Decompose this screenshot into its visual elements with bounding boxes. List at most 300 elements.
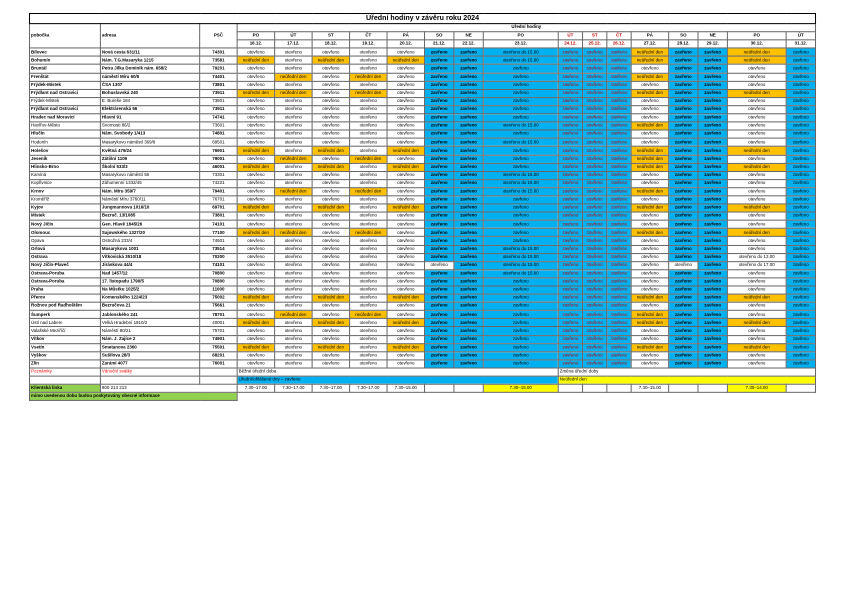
client-line-hours: 7.30–17.00 (312, 384, 349, 392)
branch-zip: 74221 (200, 179, 237, 187)
branch-name: Valašské Meziříčí (30, 327, 101, 335)
status-cell: zavřeno (483, 89, 558, 97)
legend-row (30, 368, 816, 376)
status-cell: zavřeno (454, 122, 483, 130)
status-cell: zavřeno (558, 56, 582, 64)
status-cell: zavřeno (698, 278, 727, 286)
status-cell: zavřeno (583, 261, 607, 269)
branch-name: Hlinsko-Brno (30, 163, 101, 171)
status-cell: zavřeno (454, 311, 483, 319)
header-row (30, 24, 816, 32)
day-of-week: SO (425, 32, 454, 40)
legend-empty (100, 376, 199, 384)
branch-address: Záhumenní 1332/45 (100, 179, 199, 187)
status-cell: zavřeno (425, 122, 454, 130)
status-cell: otevřeno (275, 245, 312, 253)
branch-zip: 74741 (200, 114, 237, 122)
table-row (30, 319, 816, 327)
table-row (30, 212, 816, 220)
status-cell: zavřeno (583, 89, 607, 97)
header-group: Úřední hodiny (237, 24, 815, 32)
status-cell: zavřeno (558, 179, 582, 187)
branch-address: Nám. J. Zajíce 2 (100, 335, 199, 343)
status-cell: zavřeno (425, 319, 454, 327)
status-cell: zavřeno (786, 130, 815, 138)
branch-name: Zlín (30, 360, 101, 368)
status-cell: zavřeno (607, 212, 631, 220)
status-cell: neúřední den (727, 229, 786, 237)
status-cell: otevřeno (312, 81, 349, 89)
status-cell: otevřeno (350, 171, 387, 179)
branch-address: Jiráskova 44/4 (100, 261, 199, 269)
status-cell: zavřeno (607, 253, 631, 261)
status-cell: otevřeno (387, 261, 424, 269)
status-cell: zavřeno (425, 220, 454, 228)
status-cell: zavřeno (698, 179, 727, 187)
status-cell: zavřeno (425, 81, 454, 89)
status-cell: zavřeno (669, 302, 698, 310)
status-cell: zavřeno (483, 335, 558, 343)
status-cell: zavřeno (558, 81, 582, 89)
status-cell: zavřeno (483, 97, 558, 105)
branch-zip: 75501 (200, 343, 237, 351)
client-line-hours (786, 384, 815, 392)
status-cell: otevřeno (631, 360, 668, 368)
status-cell: zavřeno (454, 196, 483, 204)
status-cell: zavřeno (607, 171, 631, 179)
table-row (30, 122, 816, 130)
status-cell: otevřeno (237, 97, 274, 105)
status-cell: zavřeno (483, 147, 558, 155)
status-cell: zavřeno (786, 106, 815, 114)
branch-zip: 73911 (200, 106, 237, 114)
status-cell: zavřeno (483, 204, 558, 212)
table-row (30, 229, 816, 237)
branch-name: Ostrava-Poruba (30, 278, 101, 286)
status-cell: otevřeno (312, 196, 349, 204)
table-row (30, 138, 816, 146)
status-cell: otevřeno (350, 179, 387, 187)
status-cell: otevřeno (312, 179, 349, 187)
status-cell: otevřeno (312, 220, 349, 228)
status-cell: otevřeno (631, 237, 668, 245)
status-cell: otevřeno (727, 138, 786, 146)
status-cell: zavřeno (698, 311, 727, 319)
status-cell: otevřeno (312, 130, 349, 138)
branch-zip: 69701 (200, 204, 237, 212)
status-cell: neúřední den (631, 163, 668, 171)
status-cell: zavřeno (698, 138, 727, 146)
status-cell: zavřeno (583, 253, 607, 261)
branch-address: Velká Hradební 1910/2 (100, 319, 199, 327)
status-cell: zavřeno (669, 89, 698, 97)
status-cell: otevřeno (631, 286, 668, 294)
branch-address: ČSA 1307 (100, 81, 199, 89)
status-cell: otevřeno (350, 114, 387, 122)
status-cell: neúřední den (631, 48, 668, 56)
status-cell: zavřeno (558, 229, 582, 237)
branch-address: Petra Jilka Dominik nám. 658/2 (100, 65, 199, 73)
status-cell: zavřeno (483, 343, 558, 351)
branch-zip: 73801 (200, 212, 237, 220)
day-date: 16.12. (237, 40, 274, 48)
status-cell: otevřeno (350, 253, 387, 261)
table-row (30, 179, 816, 187)
status-cell: zavřeno (669, 286, 698, 294)
table-row (30, 335, 816, 343)
day-of-week: PO (237, 32, 274, 40)
status-cell: otevřeno (237, 106, 274, 114)
status-cell: zavřeno (669, 114, 698, 122)
status-cell: zavřeno (454, 155, 483, 163)
status-cell: zavřeno (669, 245, 698, 253)
status-cell: zavřeno (483, 220, 558, 228)
branch-name: Vítkov (30, 335, 101, 343)
status-cell: zavřeno (425, 163, 454, 171)
branch-address: Masarykovo náměstí 56 (100, 171, 199, 179)
status-cell: zavřeno (558, 97, 582, 105)
status-cell: zavřeno (483, 196, 558, 204)
status-cell: otevřeno (312, 360, 349, 368)
status-cell: neúřední den (631, 229, 668, 237)
table-row (30, 171, 816, 179)
status-cell: zavřeno (583, 311, 607, 319)
status-cell: otevřeno (631, 270, 668, 278)
status-cell: zavřeno (583, 114, 607, 122)
branch-address: Gen. Hlavě 1845/26 (100, 220, 199, 228)
status-cell: otevřeno (631, 179, 668, 187)
status-cell: zavřeno (607, 73, 631, 81)
status-cell: zavřeno (425, 106, 454, 114)
status-cell: zavřeno (425, 253, 454, 261)
status-cell: otevřeno (387, 352, 424, 360)
client-line-hours: 7.30–17.00 (237, 384, 274, 392)
status-cell: otevřeno (631, 220, 668, 228)
branch-address: Jablonského 241 (100, 311, 199, 319)
status-cell: neúřední den (237, 204, 274, 212)
status-cell: otevřeno (312, 97, 349, 105)
status-cell: zavřeno (558, 220, 582, 228)
status-cell: neúřední den (237, 343, 274, 351)
branch-address: Nová cesta 631/11 (100, 48, 199, 56)
status-cell: otevřeno (312, 278, 349, 286)
status-cell: zavřeno (698, 286, 727, 294)
status-cell: otevřeno (425, 261, 454, 269)
status-cell: otevřeno (275, 294, 312, 302)
branch-address: Nám. Míru 359/7 (100, 188, 199, 196)
status-cell: zavřeno (698, 65, 727, 73)
status-cell: otevřeno (275, 65, 312, 73)
status-cell: zavřeno (786, 278, 815, 286)
status-cell: zavřeno (558, 253, 582, 261)
status-cell: neúřední den (350, 311, 387, 319)
status-cell: neúřední den (631, 311, 668, 319)
status-cell: zavřeno (558, 311, 582, 319)
status-cell: zavřeno (607, 196, 631, 204)
status-cell: zavřeno (425, 73, 454, 81)
branch-name: Holešov (30, 147, 101, 155)
table-row (30, 294, 816, 302)
status-cell: zavřeno (607, 261, 631, 269)
branch-name: Karviná (30, 171, 101, 179)
day-date: 20.12. (387, 40, 424, 48)
status-cell: zavřeno (558, 343, 582, 351)
status-cell: otevřeno (237, 327, 274, 335)
status-cell: zavřeno (698, 302, 727, 310)
status-cell: zavřeno (483, 327, 558, 335)
status-cell: zavřeno (786, 171, 815, 179)
status-cell: zavřeno (558, 106, 582, 114)
day-date: 30.12. (727, 40, 786, 48)
branch-zip: 73514 (200, 245, 237, 253)
status-cell: zavřeno (607, 286, 631, 294)
status-cell: zavřeno (607, 278, 631, 286)
status-cell: otevřeno (350, 97, 387, 105)
status-cell: otevřeno (631, 65, 668, 73)
status-cell: otevřeno (727, 286, 786, 294)
status-cell: neúřední den (312, 56, 349, 64)
status-cell: zavřeno (483, 65, 558, 73)
branch-name: Ostrava (30, 253, 101, 261)
status-cell: zavřeno (607, 352, 631, 360)
status-cell: zavřeno (698, 114, 727, 122)
status-cell: zavřeno (558, 270, 582, 278)
client-line-hours (583, 384, 607, 392)
status-cell: neúřední den (350, 229, 387, 237)
status-cell: otevřeno do 15.00 (483, 138, 558, 146)
status-cell: zavřeno (607, 122, 631, 130)
status-cell: zavřeno (669, 171, 698, 179)
day-date: 24.12. (558, 40, 582, 48)
branch-name: Havířov-Město (30, 122, 101, 130)
status-cell: neúřední den (350, 89, 387, 97)
status-cell: otevřeno (350, 106, 387, 114)
status-cell: zavřeno (698, 220, 727, 228)
branch-name: Frýdlant nad Ostravicí (30, 89, 101, 97)
branch-zip: 74101 (200, 261, 237, 269)
legend-regular: Běžné úřední doba (237, 368, 558, 376)
legend-nonofficial: Neúřední den (558, 376, 815, 384)
status-cell: zavřeno (698, 56, 727, 64)
status-cell: otevřeno (631, 302, 668, 310)
status-cell: neúřední den (350, 73, 387, 81)
status-cell: otevřeno (727, 196, 786, 204)
status-cell: zavřeno (454, 48, 483, 56)
status-cell: zavřeno (454, 245, 483, 253)
status-cell: otevřeno (387, 286, 424, 294)
status-cell: otevřeno (350, 204, 387, 212)
status-cell: zavřeno (454, 114, 483, 122)
status-cell: otevřeno (312, 114, 349, 122)
status-cell: zavřeno (558, 196, 582, 204)
status-cell: otevřeno (312, 155, 349, 163)
status-cell: otevřeno (387, 106, 424, 114)
status-cell: zavřeno (607, 89, 631, 97)
status-cell: otevřeno (387, 311, 424, 319)
status-cell: neúřední den (727, 319, 786, 327)
status-cell: zavřeno (483, 114, 558, 122)
status-cell: zavřeno (583, 286, 607, 294)
status-cell: otevřeno (312, 352, 349, 360)
branch-zip: 74101 (200, 220, 237, 228)
status-cell: otevřeno do 15.00 (483, 122, 558, 130)
branch-name: Hradec nad Moravicí (30, 114, 101, 122)
status-cell: otevřeno (237, 155, 274, 163)
status-cell: zavřeno (698, 245, 727, 253)
footer-empty (237, 393, 815, 401)
status-cell: zavřeno (483, 106, 558, 114)
status-cell: zavřeno (558, 261, 582, 269)
status-cell: zavřeno (786, 147, 815, 155)
branch-name: Rožnov pod Radhoštěm (30, 302, 101, 310)
status-cell: otevřeno (631, 352, 668, 360)
status-cell: otevřeno (631, 253, 668, 261)
status-cell: zavřeno (607, 302, 631, 310)
status-cell: zavřeno (583, 245, 607, 253)
status-cell: zavřeno (698, 89, 727, 97)
status-cell: otevřeno do 15.00 (483, 48, 558, 56)
status-cell: zavřeno (669, 130, 698, 138)
status-cell: zavřeno (483, 352, 558, 360)
branch-zip: 76001 (200, 360, 237, 368)
branch-zip: 76701 (200, 196, 237, 204)
status-cell: otevřeno (275, 286, 312, 294)
client-line-hours (454, 384, 483, 392)
branch-name: Ostrava-Poruba (30, 270, 101, 278)
status-cell: otevřeno (237, 171, 274, 179)
status-cell: zavřeno (698, 335, 727, 343)
status-cell: zavřeno (454, 302, 483, 310)
status-cell: zavřeno (454, 253, 483, 261)
branch-zip: 79201 (200, 65, 237, 73)
status-cell: otevřeno do 15.00 (483, 188, 558, 196)
status-cell: otevřeno (237, 278, 274, 286)
branch-address: 17. listopadu 1790/5 (100, 278, 199, 286)
status-cell: otevřeno (727, 270, 786, 278)
status-cell: zavřeno (698, 204, 727, 212)
status-cell: neúřední den (275, 188, 312, 196)
status-cell: neúřední den (727, 163, 786, 171)
status-cell: otevřeno do 17.00 (727, 261, 786, 269)
status-cell: otevřeno (350, 245, 387, 253)
status-cell: otevřeno (350, 196, 387, 204)
status-cell: zavřeno (698, 48, 727, 56)
status-cell: zavřeno (425, 147, 454, 155)
status-cell: zavřeno (454, 319, 483, 327)
status-cell: zavřeno (786, 155, 815, 163)
status-cell: zavřeno (425, 89, 454, 97)
status-cell: otevřeno (631, 81, 668, 89)
status-cell: zavřeno (669, 155, 698, 163)
branch-address: Na Můstku 1025/2 (100, 286, 199, 294)
status-cell: neúřední den (387, 319, 424, 327)
status-cell: otevřeno (387, 335, 424, 343)
status-cell: otevřeno (275, 360, 312, 368)
branch-address: Sajowského 1327/20 (100, 229, 199, 237)
day-of-week: ST (583, 32, 607, 40)
status-cell: zavřeno (583, 48, 607, 56)
branch-name: Nový Jičín (30, 220, 101, 228)
branch-name: Bílovec (30, 48, 101, 56)
day-of-week: ÚT (275, 32, 312, 40)
status-cell: otevřeno (727, 122, 786, 130)
branch-address: Elektrárenská 56 (100, 106, 199, 114)
status-cell: otevřeno (350, 48, 387, 56)
status-cell: zavřeno (425, 360, 454, 368)
status-cell: neúřední den (237, 229, 274, 237)
day-of-week: PÁ (631, 32, 668, 40)
status-cell: neúřední den (275, 73, 312, 81)
status-cell: zavřeno (454, 343, 483, 351)
status-cell: otevřeno (237, 179, 274, 187)
status-cell: zavřeno (483, 81, 558, 89)
branch-name: Opava (30, 237, 101, 245)
status-cell: otevřeno (237, 237, 274, 245)
status-cell: otevřeno (631, 114, 668, 122)
status-cell: otevřeno (312, 311, 349, 319)
status-cell: zavřeno (425, 114, 454, 122)
branch-address: Masarykovo náměstí 369/8 (100, 138, 199, 146)
legend-changed: Změna úřední doby (558, 368, 815, 376)
status-cell: zavřeno (698, 294, 727, 302)
status-cell: zavřeno (454, 352, 483, 360)
status-cell: neúřední den (350, 155, 387, 163)
status-cell: zavřeno (669, 253, 698, 261)
status-cell: otevřeno (727, 106, 786, 114)
branch-zip: 73301 (200, 171, 237, 179)
status-cell: otevřeno (350, 278, 387, 286)
status-cell: otevřeno (275, 122, 312, 130)
status-cell: zavřeno (669, 106, 698, 114)
status-cell: zavřeno (558, 155, 582, 163)
status-cell: zavřeno (425, 343, 454, 351)
status-cell: otevřeno (312, 270, 349, 278)
branch-zip: 11000 (200, 286, 237, 294)
branch-address: náměstí Míru 60/5 (100, 73, 199, 81)
status-cell: neúřední den (631, 294, 668, 302)
status-cell: otevřeno (727, 278, 786, 286)
status-cell: neúřední den (312, 343, 349, 351)
status-cell: zavřeno (558, 204, 582, 212)
status-cell: zavřeno (607, 188, 631, 196)
status-cell: zavřeno (425, 237, 454, 245)
status-cell: zavřeno (786, 56, 815, 64)
status-cell: otevřeno (312, 106, 349, 114)
status-cell: zavřeno (669, 237, 698, 245)
status-cell: zavřeno (483, 311, 558, 319)
status-cell: zavřeno (698, 171, 727, 179)
status-cell: otevřeno do 15.00 (483, 253, 558, 261)
table-row (30, 261, 816, 269)
status-cell: zavřeno (483, 237, 558, 245)
status-cell: otevřeno (312, 73, 349, 81)
status-cell: neúřední den (312, 147, 349, 155)
status-cell: otevřeno (237, 114, 274, 122)
status-cell: zavřeno (483, 163, 558, 171)
status-cell: zavřeno (669, 327, 698, 335)
status-cell: otevřeno (237, 335, 274, 343)
table-row (30, 81, 816, 89)
status-cell: zavřeno (786, 319, 815, 327)
status-cell: zavřeno (786, 270, 815, 278)
status-cell: zavřeno (483, 286, 558, 294)
status-cell: otevřeno do 15.00 (483, 171, 558, 179)
status-cell: zavřeno (583, 352, 607, 360)
table-row (30, 286, 816, 294)
status-cell: otevřeno (312, 245, 349, 253)
branch-zip: 74601 (200, 237, 237, 245)
table-row (30, 89, 816, 97)
